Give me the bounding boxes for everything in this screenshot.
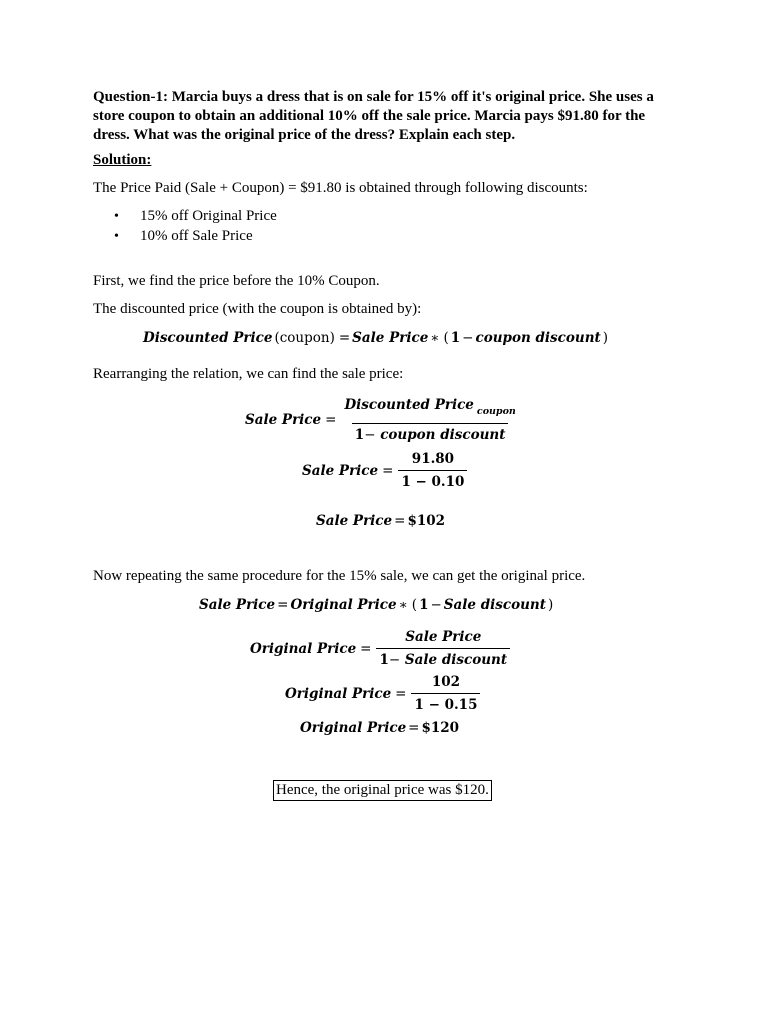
question-text: Question-1: Marcia buys a dress that is on sale for 15% off it's original price. She uses a store coupon to obtain an additional 10% off the sale price. Marcia pays $91.80 for the dress. What was the original price of the dress? Explain each step. — [93, 89, 654, 143]
denominator-one: 1 — [354, 427, 365, 443]
equation-lhs: Original Price — [300, 720, 407, 736]
equation-lhs: Sale Price — [316, 513, 393, 529]
denominator-term: Sale discount — [404, 652, 508, 668]
fraction-denominator: 1 − 0.15 — [411, 693, 480, 714]
paren: ) — [547, 597, 554, 613]
equation-term: 1 — [450, 330, 461, 346]
minus-sign: − — [388, 652, 401, 668]
fraction — [376, 628, 510, 669]
bullet-icon: • — [114, 228, 119, 244]
equation-discounted-price — [143, 330, 610, 346]
numerator-subscript: coupon — [476, 406, 516, 417]
denominator-one: 1 — [379, 652, 389, 668]
equals-sign: = — [277, 597, 289, 613]
equals-sign: = — [382, 462, 394, 479]
equation-term: (coupon) — [274, 330, 335, 346]
fraction-denominator: 1 − 0.10 — [398, 470, 467, 491]
step-text: The discounted price (with the coupon is obtained by): — [93, 301, 422, 317]
equation-term: coupon discount — [475, 330, 601, 346]
bullet-icon: • — [114, 209, 119, 224]
solution-heading: Solution: — [93, 152, 152, 168]
fraction-numerator: 102 — [431, 674, 461, 690]
denominator-term: coupon discount — [380, 427, 506, 443]
paren: ( — [443, 330, 449, 346]
equation-term: Sale Price — [352, 330, 429, 346]
minus-sign: − — [462, 330, 474, 346]
times-sign: ∗ — [430, 330, 440, 346]
rearrange-text: Rearranging the relation, we can find the sale price: — [93, 366, 404, 382]
numerator-text: Discounted Price — [344, 397, 474, 413]
fraction — [398, 450, 467, 491]
step-text: First, we find the price before the 10% Coupon. — [93, 273, 380, 289]
equation-term: Sale discount — [443, 597, 546, 613]
equation-lhs: Original Price — [250, 640, 357, 657]
equation-original-price-result — [300, 720, 459, 736]
minus-sign: − — [430, 597, 442, 613]
equation-original-price-formula — [250, 628, 510, 669]
equation-result: $102 — [407, 513, 446, 529]
fraction-denominator — [352, 423, 509, 444]
list-item-text: 10% off Sale Price — [140, 227, 253, 244]
equation-sale-price-values — [302, 450, 467, 491]
fraction — [341, 396, 518, 444]
equation-lhs: Sale Price — [302, 462, 379, 479]
equals-sign: = — [338, 330, 351, 346]
list-item — [114, 227, 277, 247]
equals-sign: = — [325, 412, 337, 428]
times-sign: ∗ — [398, 597, 408, 613]
fraction-numerator: 91.80 — [411, 451, 455, 467]
equals-sign: = — [395, 685, 407, 702]
equals-sign: = — [360, 640, 372, 657]
fraction-numerator: Sale Price — [405, 629, 482, 645]
minus-sign: − — [364, 427, 376, 443]
paren: ( — [411, 597, 418, 613]
equation-term: Discounted Price — [143, 330, 273, 346]
repeat-text: Now repeating the same procedure for the 15% sale, we can get the original price. — [93, 568, 586, 584]
discount-list — [114, 207, 277, 246]
equation-sale-price-result — [316, 513, 445, 529]
equation-original-price-relation — [199, 597, 555, 613]
equation-lhs: Original Price — [285, 685, 392, 702]
fraction — [411, 673, 480, 714]
equation-sale-price-formula — [245, 396, 519, 444]
paren: ) — [602, 330, 609, 346]
intro-text: The Price Paid (Sale + Coupon) = $91.80 is obtained through following discounts: — [93, 180, 588, 196]
equation-original-price-values — [285, 673, 480, 714]
equals-sign: = — [408, 720, 420, 736]
equation-term: Original Price — [290, 597, 397, 613]
list-item — [114, 207, 277, 227]
equation-term: 1 — [419, 597, 429, 613]
equals-sign: = — [394, 513, 406, 529]
equation-result: $120 — [421, 720, 460, 736]
equation-lhs: Sale Price — [245, 412, 322, 428]
fraction-denominator — [376, 648, 510, 669]
list-item-text: 15% off Original Price — [140, 208, 277, 224]
conclusion-box: Hence, the original price was $120. — [273, 780, 492, 801]
equation-term: Sale Price — [199, 597, 276, 613]
fraction-numerator — [341, 396, 518, 423]
